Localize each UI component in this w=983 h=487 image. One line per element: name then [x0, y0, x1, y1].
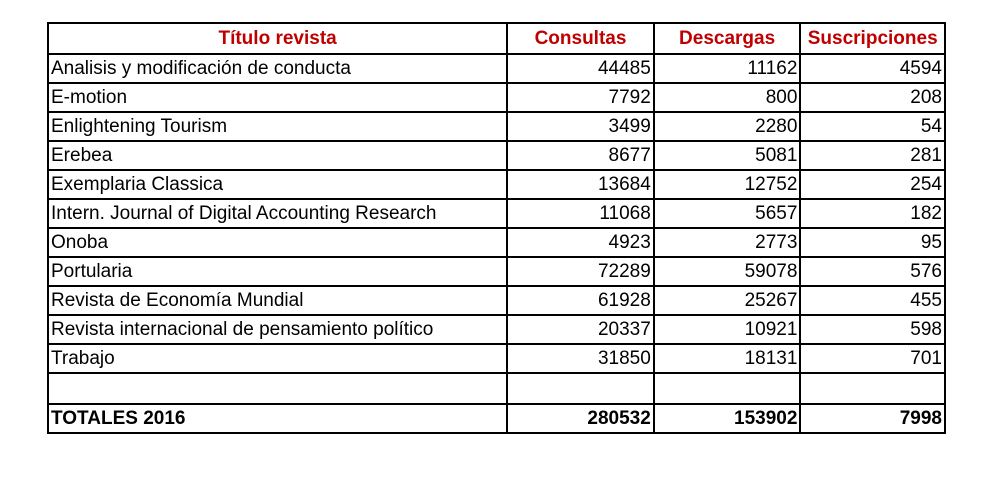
suscripciones-value: 208	[800, 83, 945, 112]
descargas-value: 2280	[654, 112, 801, 141]
table-row	[48, 228, 945, 257]
suscripciones-value: 95	[800, 228, 945, 257]
table-row	[48, 170, 945, 199]
consultas-value: 13684	[507, 170, 654, 199]
consultas-value: 44485	[507, 54, 654, 83]
journal-title: Revista de Economía Mundial	[48, 286, 507, 315]
table-row	[48, 54, 945, 83]
totals-suscripciones: 7998	[800, 404, 945, 433]
table-row	[48, 257, 945, 286]
empty-cell	[800, 373, 945, 404]
descargas-value: 10921	[654, 315, 801, 344]
descargas-value: 18131	[654, 344, 801, 373]
empty-row	[48, 373, 945, 404]
header-consultas: Consultas	[507, 23, 654, 54]
journal-stats-table	[47, 22, 946, 434]
table-row	[48, 344, 945, 373]
descargas-value: 12752	[654, 170, 801, 199]
descargas-value: 800	[654, 83, 801, 112]
journal-title: Portularia	[48, 257, 507, 286]
journal-title: Erebea	[48, 141, 507, 170]
journal-title: Enlightening Tourism	[48, 112, 507, 141]
suscripciones-value: 701	[800, 344, 945, 373]
consultas-value: 61928	[507, 286, 654, 315]
suscripciones-value: 54	[800, 112, 945, 141]
suscripciones-value: 281	[800, 141, 945, 170]
consultas-value: 31850	[507, 344, 654, 373]
journal-title: Analisis y modificación de conducta	[48, 54, 507, 83]
descargas-value: 5657	[654, 199, 801, 228]
header-title: Título revista	[48, 23, 507, 54]
suscripciones-value: 4594	[800, 54, 945, 83]
header-row	[48, 23, 945, 54]
suscripciones-value: 182	[800, 199, 945, 228]
descargas-value: 5081	[654, 141, 801, 170]
table-row	[48, 112, 945, 141]
journal-title: Trabajo	[48, 344, 507, 373]
table-row	[48, 199, 945, 228]
suscripciones-value: 455	[800, 286, 945, 315]
suscripciones-value: 598	[800, 315, 945, 344]
journal-title: E-motion	[48, 83, 507, 112]
consultas-value: 8677	[507, 141, 654, 170]
descargas-value: 59078	[654, 257, 801, 286]
consultas-value: 72289	[507, 257, 654, 286]
journal-title: Exemplaria Classica	[48, 170, 507, 199]
empty-cell	[654, 373, 801, 404]
descargas-value: 25267	[654, 286, 801, 315]
empty-cell	[48, 373, 507, 404]
consultas-value: 20337	[507, 315, 654, 344]
suscripciones-value: 254	[800, 170, 945, 199]
journal-title: Onoba	[48, 228, 507, 257]
consultas-value: 4923	[507, 228, 654, 257]
journal-title: Intern. Journal of Digital Accounting Research	[48, 199, 507, 228]
suscripciones-value: 576	[800, 257, 945, 286]
totals-consultas: 280532	[507, 404, 654, 433]
descargas-value: 2773	[654, 228, 801, 257]
header-suscripciones: Suscripciones	[800, 23, 945, 54]
header-descargas: Descargas	[654, 23, 801, 54]
empty-cell	[507, 373, 654, 404]
totals-descargas: 153902	[654, 404, 801, 433]
consultas-value: 11068	[507, 199, 654, 228]
journal-title: Revista internacional de pensamiento político	[48, 315, 507, 344]
table-row	[48, 83, 945, 112]
table-row	[48, 286, 945, 315]
consultas-value: 3499	[507, 112, 654, 141]
descargas-value: 11162	[654, 54, 801, 83]
table-row	[48, 315, 945, 344]
totals-row	[48, 404, 945, 433]
consultas-value: 7792	[507, 83, 654, 112]
table-row	[48, 141, 945, 170]
totals-label: TOTALES 2016	[48, 404, 507, 433]
